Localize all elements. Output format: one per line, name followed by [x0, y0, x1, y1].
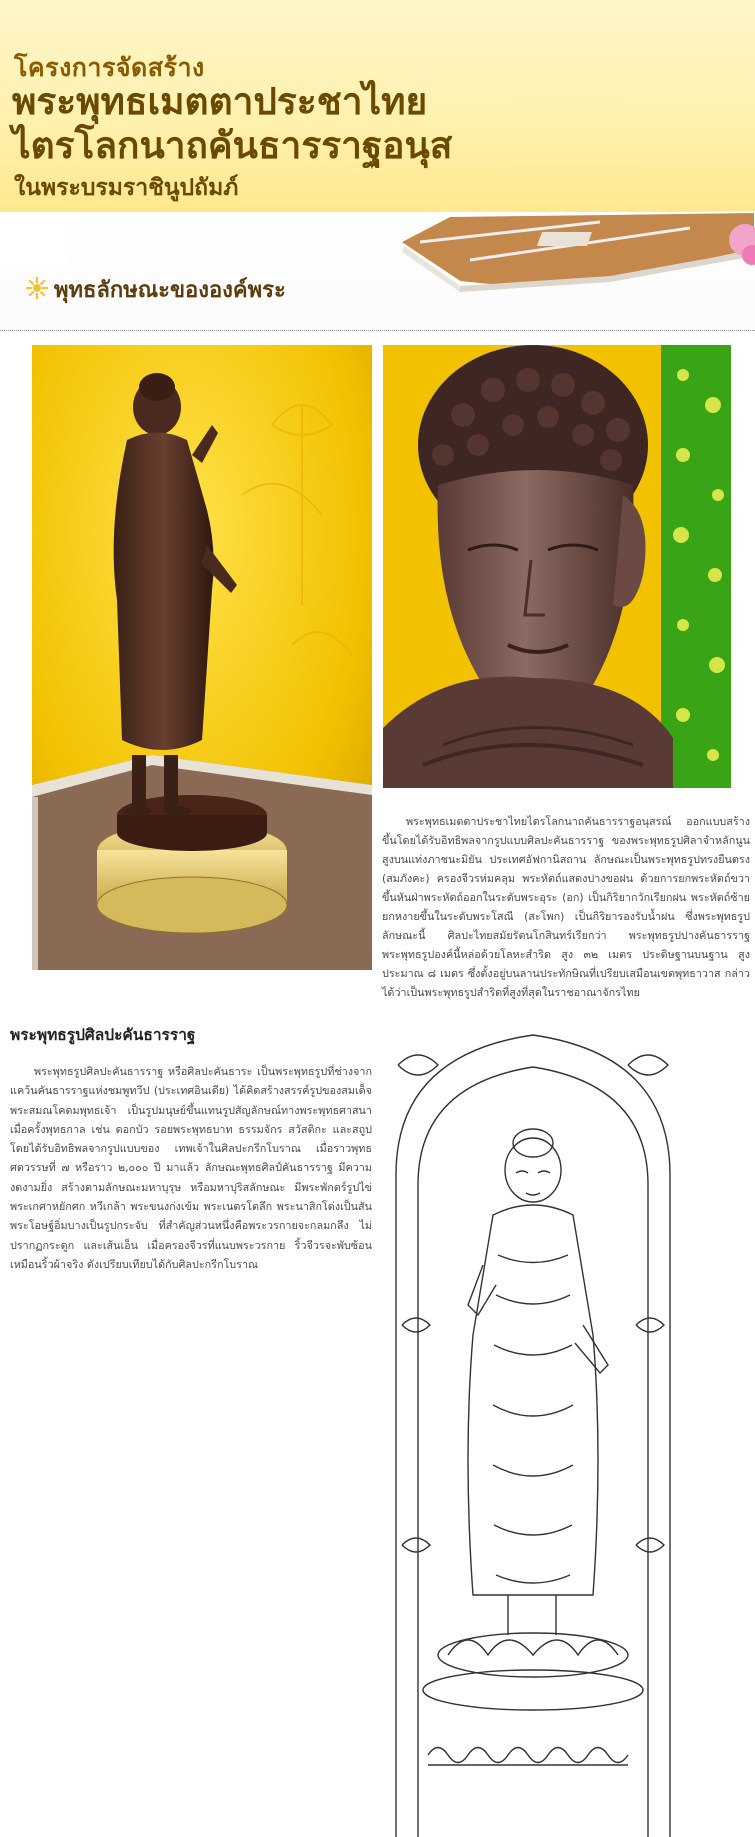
description-paragraph: พระพุทธเมตตาประชาไทยไตรโลกนาถคันธารราฐอนุสรณ์ ออกแบบสร้างขึ้นโดยได้รับอิทธิพลจากรูปแบบศิลปะคันธารราฐ ของพระพุทธรูปศิลาจำหลักนูนสูงบนแท่งภาชนะมิยัน ประเทศอัฟกานิสถาน ลักษณะเป็นพระพุทธรูปทรงยืนตรง (สมภังคะ) ครองจีวรห่มคลุม พระหัตถ์แสดงปางขอฝน ด้วยการยกพระหัตถ์ขวาขึ้นหันฝ่าพระหัตถ์ออกในระดับพระอุระ (อก) เป็นกิริยากวักเรียกฝน พระหัตถ์ซ้ายยกหงายขึ้นในระดับพระโสณี (สะโพก) เป็นกิริยารองรับน้ำฝน ซึ่งพระพุทธรูปลักษณะนี้ ศิลปะไทยสมัยรัตนโกสินทร์เรียกว่า พระพุทธรูปปางคันธารราฐ พระพุทธรูปองค์นี้หล่อด้วยโลหะสำริด สูง ๓๒ เมตร ประดิษฐานบนฐาน สูงประมาณ ๘ เมตร ซึ่งตั้งอยู่บนลานประทักษิณที่เปรียบเสมือนเขตพุทธาวาส กล่าวได้ว่าเป็นพระพุทธรูปสำริดที่สูงที่สุดในราชอาณาจักรไทย: [382, 815, 750, 999]
section-title: พุทธลักษณะขององค์พระ: [54, 278, 286, 303]
standing-buddha-statue-image: [32, 345, 372, 970]
buddha-face-closeup-image: [383, 345, 731, 788]
divider: [0, 330, 755, 331]
header-line-4: ในพระบรมราชินูปถัมภ์: [14, 175, 239, 201]
header-banner: [0, 0, 755, 212]
buddha-line-drawing-image: [388, 1025, 678, 1837]
temple-complex-illustration: [400, 210, 755, 300]
header-line-2: พระพุทธเมตตาประชาไทย: [12, 80, 428, 123]
sun-flower-icon: [26, 277, 48, 299]
header-line-1: โครงการจัดสร้าง: [14, 53, 205, 82]
gandhara-title: พระพุทธรูปศิลปะคันธารราฐ: [10, 1026, 196, 1044]
gandhara-paragraph: พระพุทธรูปศิลปะคันธารราฐ หรือศิลปะคันธาระ เป็นพระพุทธรูปที่ช่างจากแคว้นคันธารราฐแห่งชมพูทวีป (ประเทศอินเดีย) ได้คิดสร้างสรรค์รูปของสมเด็จพระสมณโคดมพุทธเจ้า เป็นรูปมนุษย์ขึ้นแทนรูปสัญลักษณ์ทางพระพุทธศาสนา เมื่อครั้งพุทธกาล เช่น ดอกบัว รอยพระพุทธบาท ธรรมจักร สวัสติกะ และสถูป โดยได้รับอิทธิพลจากรูปแบบของ เทพเจ้าในศิลปะกรีกโบราณ เมื่อราวพุทธศตวรรษที่ ๗ หรือราว ๒,๐๐๐ ปี มาแล้ว ลักษณะพุทธศิลป์คันธารราฐ มีความงดงามยิ่ง สร้างตามลักษณะมหาบุรุษ หรือมหาปุริสลักษณะ มีพระพักตร์รูปไข่ พระเกศาหยักศก หวีเกล้า พระขนงก่งเข้ม พระเนตรโตลึก พระนาสิกโด่งเป็นสัน พระโอษฐ์อิ่มบางเป็นรูปกระจับ ที่สำคัญส่วนหนึ่งคือพระวรกายจะกลมกลึง ไม่ปรากฏกระดูก และเส้นเอ็น เมื่อครองจีวรที่แนบพระวรกาย ริ้วจีวรจะพับซ้อน เหมือนริ้วผ้าจริง ดังเปรียบเทียบได้กับศิลปะกรีกโบราณ: [10, 1065, 372, 1271]
header-line-3: ไตรโลกนาถคันธารราฐอนุส: [12, 124, 453, 167]
